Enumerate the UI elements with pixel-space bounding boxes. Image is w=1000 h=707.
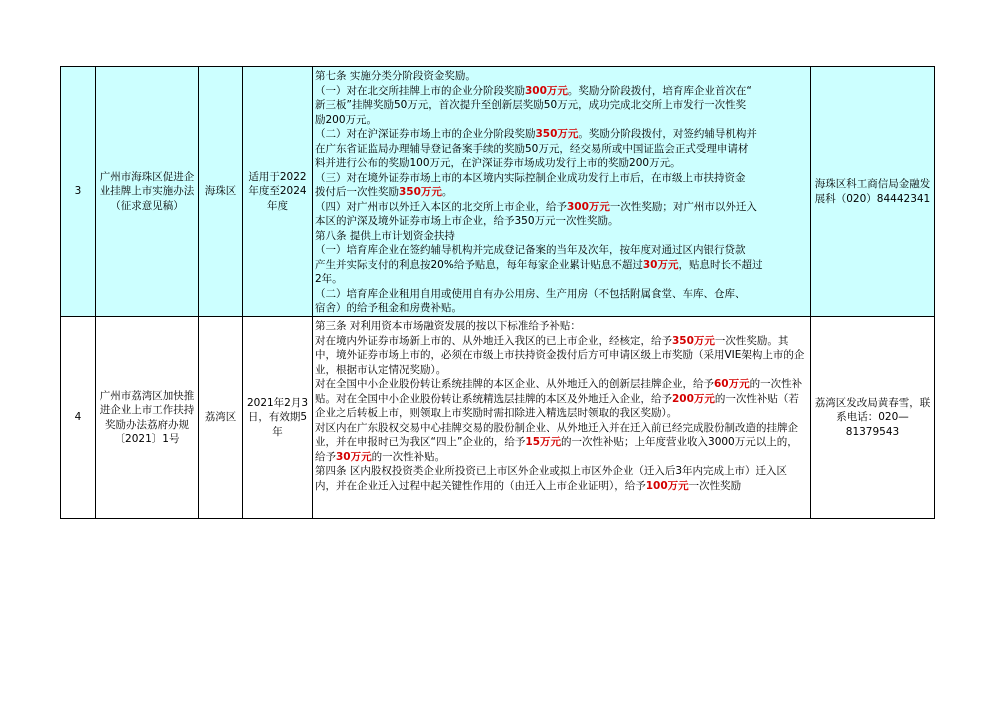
content-line [315,334,808,378]
content-line [315,377,808,421]
content-text: 第三条 对利用资本市场融资发展的按以下标准给予补贴： [315,320,581,332]
content-line [315,301,808,316]
content-text: 产生并实际支付的利息按20%给予贴息，每年每家企业累计贴息不超过 [315,258,643,271]
content-line [315,142,808,157]
content-text: 2年。 [315,273,343,285]
content-line [315,229,808,244]
content-text: 第四条 区内股权投资类企业所投资已上市区外企业或拟上市区外企业（迁入后3年内完成上市）迁入区内，并在企业迁入过程中起关键性作用的（由迁入上市企业证明），给予 [315,465,788,492]
content-text: （一）培育库企业在签约辅导机构并完成登记备案的当年及次年，按年度对通过区内银行贷款 [315,244,746,256]
content-line [315,319,808,334]
content-text: （二）对在沪深证券市场上市的企业分阶段奖励 [315,128,536,140]
content-text: 励200万元。 [315,113,378,126]
content-text: 对在境内外证券市场新上市的、从外地迁入我区的已上市企业，经核定，给予 [315,334,672,347]
policy-title: 广州市海珠区促进企业挂牌上市实施办法（征求意见稿） [96,67,199,317]
amount-highlight: 350万元 [672,334,715,347]
row-index: 4 [61,317,96,519]
content-text: 对在全国中小企业股份转让系统挂牌的本区企业、从外地迁入的创新层挂牌企业，给予 [315,378,714,390]
content-line [315,156,808,171]
content-line [315,464,808,493]
content-line [315,127,808,142]
content-line [315,287,808,302]
content-text: 。奖励分阶段拨付，培育库企业首次在“ [567,84,752,97]
content-text: 。 [441,186,453,198]
content-text: 对区内在广东股权交易中心挂牌交易的股份制企业、从外地迁入并在迁入前已经完成股份制改造的挂牌企业，并在申报时已为我区“四上”企业的，给予 [315,421,798,448]
content-text: 一次性奖励。其中，境外证券市场上市的，必须在市级上市扶持资金拨付后方可申请区级上市奖励（采用VIE架构上市的企业，根据市认定情况奖励）。 [315,334,805,376]
content-text: ，贴息时长不超过 [678,258,763,271]
content-text: 的一次性补贴。 [371,450,446,463]
policy-title: 广州市荔湾区加快推进企业上市工作扶持奖励办法荔府办规〔2021〕1号 [96,317,199,519]
policy-table [60,66,935,519]
content-text: 的一次性补贴；上年度营业收入3000万元以上的，给予 [315,436,798,463]
content-text: 一次性奖励；对广州市以外迁入 [609,200,757,213]
content-text: 料并进行公布的奖励100万元，在沪深证券市场成功发行上市的奖励200万元。 [315,157,681,169]
content-text: 本区的沪深及境外证券市场上市企业，给予350万元一次性奖励。 [315,215,619,227]
content-text: 的一次性补贴。对在全国中小企业股份转让系统精选层挂牌的本区及外地迁入企业，给予 [315,378,803,405]
content-line [315,272,808,287]
content-line [315,185,808,200]
amount-highlight: 350万元 [535,128,579,140]
district: 海珠区 [199,67,243,317]
content-line [315,214,808,229]
validity: 适用于2022年度至2024年度 [243,67,313,317]
content-text: 。奖励分阶段拨付，对签约辅导机构并 [578,128,757,140]
content-line [315,258,808,273]
content-text: 在广东省证监局办理辅导登记备案手续的奖励50万元，经交易所或中国证监会正式受理申请材 [315,142,749,155]
content-text: （三）对在境外证券市场上市的本区境内实际控制企业成功发行上市后，在市级上市扶持资金 [315,171,746,184]
amount-highlight: 30万元 [642,258,679,271]
row-index: 3 [61,67,96,317]
contact: 荔湾区发改局黄春雪，联系电话：020—81379543 [811,317,935,519]
amount-highlight: 100万元 [645,479,689,492]
content-text: 宿舍）的给予租金和房费补贴。 [315,302,462,314]
policy-content [313,317,811,519]
content-line [315,243,808,258]
content-line [315,421,808,465]
content-line [315,98,808,113]
content-line [315,84,808,99]
content-text: 拨付后一次性奖励 [315,186,399,198]
content-line [315,69,808,84]
content-lines [315,69,808,316]
content-text: （二）培育库企业租用自用或使用自有办公用房、生产用房（不包括附属食堂、车库、仓库、 [315,287,746,300]
amount-highlight: 30万元 [336,450,372,463]
amount-highlight: 200万元 [672,392,715,405]
district: 荔湾区 [199,317,243,519]
amount-highlight: 15万元 [525,436,562,448]
table-row [61,317,935,519]
content-text: （四）对广州市以外迁入本区的北交所上市企业，给予 [315,200,567,213]
amount-highlight: 300万元 [567,200,610,213]
validity: 2021年2月3日，有效期5年 [243,317,313,519]
content-text: 一次性奖励 [688,479,742,492]
amount-highlight: 60万元 [714,378,750,390]
content-line [315,171,808,186]
content-text: 的一次性补贴（若企业之后转板上市，则领取上市奖励时需扣除进入精选层时领取的我区奖励）。 [315,392,799,419]
content-text: （一）对在北交所挂牌上市的企业分阶段奖励 [315,84,525,97]
policy-content [313,67,811,317]
contact: 海珠区科工商信局金融发展科（020）84442341 [811,67,935,317]
content-line [315,200,808,215]
amount-highlight: 350万元 [399,186,442,198]
content-line [315,113,808,128]
table-row [61,67,935,317]
amount-highlight: 300万元 [525,84,568,97]
content-lines [315,319,808,493]
content-text: 第七条 实施分类分阶段资金奖励。 [315,70,476,82]
content-text: 第八条 提供上市计划资金扶持 [315,229,455,242]
content-text: 新三板”挂牌奖励50万元，首次提升至创新层奖励50万元，成功完成北交所上市发行一次性奖 [315,99,747,111]
